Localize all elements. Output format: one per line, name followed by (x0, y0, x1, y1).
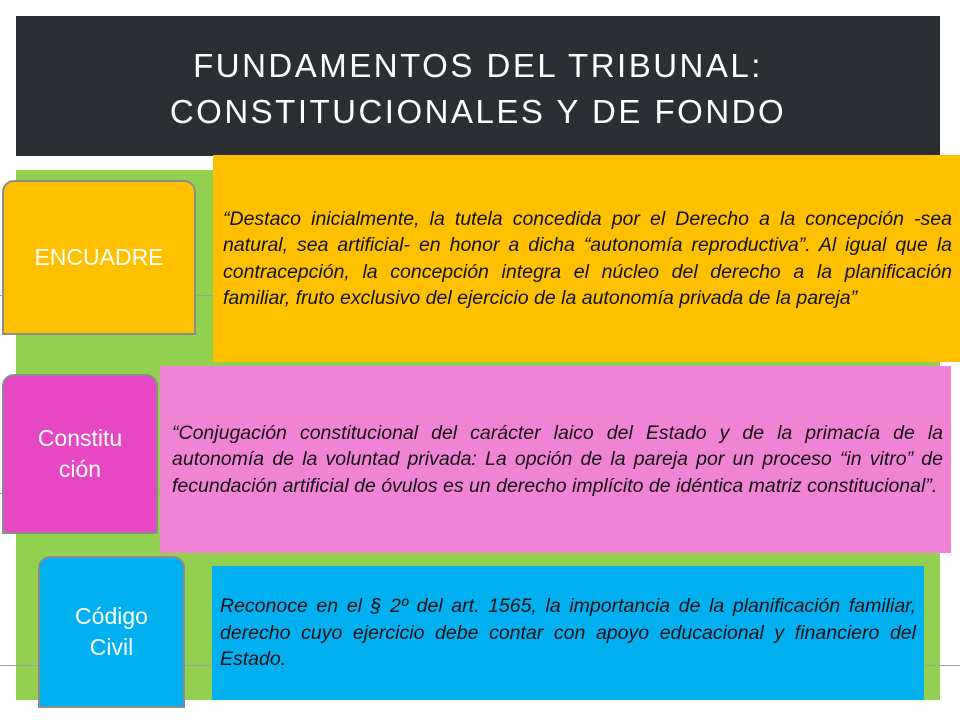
encuadre-tab (2, 180, 196, 335)
slide-title-line-1: FUNDAMENTOS DEL TRIBUNAL: (193, 47, 763, 84)
codigo-civil-label-line-2: Civil (89, 634, 134, 660)
codigo-civil-text: Reconoce en el § 2º del art. 1565, la importancia de la planificación familiar, derecho cuyo ejercicio debe contar con apoyo educacional y financiero del Estado. (220, 595, 916, 671)
encuadre-label: ENCUADRE (34, 244, 164, 270)
constitucion-tab (2, 374, 158, 534)
slide-title-line-2: CONSTITUCIONALES Y DE FONDO (169, 93, 787, 130)
codigo-civil-text-panel (212, 566, 924, 700)
slide-title (170, 37, 786, 135)
codigo-civil-label-line-1: Código (75, 603, 148, 629)
constitucion-text: “Conjugación constitucional del carácter laico del Estado y de la primacía de la autonomía de la voluntad privada: La opción de la pareja por un proceso “in vitro” de fecundación artificial de óvulos es un derecho implícito de idéntica matriz constitucional”. (172, 421, 943, 497)
codigo-civil-tab (38, 556, 185, 708)
encuadre-text: “Destaco inicialmente, la tutela concedida por el Derecho a la concepción -sea natural, sea artificial- en honor a dicha “autonomía reproductiva”. Al igual que la contracepción, la concepción integra el núcleo del derecho a la planificación familiar, fruto exclusivo del ejercicio de la autonomía privada de la pareja” (223, 207, 952, 309)
constitucion-label-line-1: Constitu (37, 425, 123, 451)
constitucion-label-line-2: ción (58, 456, 102, 482)
title-bar (16, 16, 940, 156)
encuadre-text-panel (213, 155, 960, 362)
constitucion-text-panel (160, 366, 951, 553)
